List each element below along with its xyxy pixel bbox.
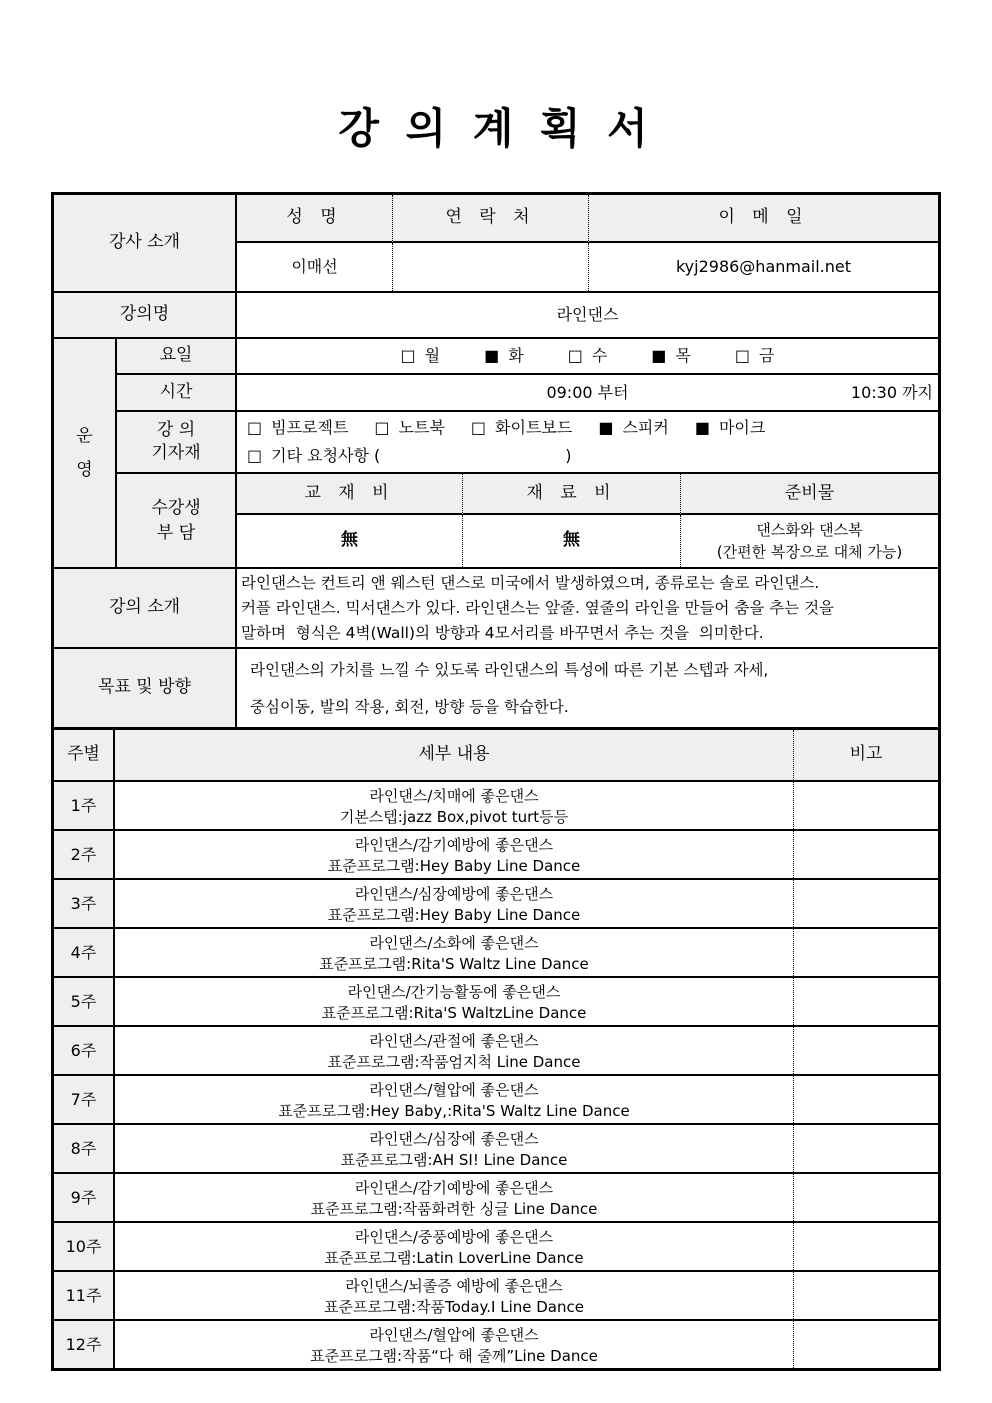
week-note xyxy=(793,1321,938,1368)
week-number: 11주 xyxy=(54,1272,115,1319)
week-row xyxy=(54,1125,938,1174)
week-number: 5주 xyxy=(54,978,115,1025)
time-label: 시간 xyxy=(117,375,237,412)
day-option: ■ 목 xyxy=(651,346,691,365)
equipment-option: ■ 스피커 xyxy=(598,418,669,437)
checkbox-unchecked-icon: □ xyxy=(734,346,751,365)
week-note xyxy=(793,1027,938,1074)
checkbox-unchecked-icon: □ xyxy=(567,346,583,365)
equipment-option: □ 빔프로젝트 xyxy=(247,418,349,437)
course-intro-text: 라인댄스는 컨트리 앤 웨스턴 댄스로 미국에서 발생하였으며, 종류로는 솔로 라인댄스. 커플 라인댄스. 믹서댄스가 있다. 라인댄스는 앞줄. 옆줄의 라인을 만들어 춤을 추는 것을 말하며 형식은 4벽(Wall)의 방향과 4모서리를 바꾸면서 추는 것을 의미한다. xyxy=(241,574,835,642)
week-number: 12주 xyxy=(54,1321,115,1368)
week-number: 10주 xyxy=(54,1223,115,1270)
week-row xyxy=(54,1223,938,1272)
week-row xyxy=(54,880,938,929)
contact-header: 연 락 처 xyxy=(392,195,588,243)
day-options xyxy=(237,339,938,375)
checkbox-unchecked-icon: □ xyxy=(247,446,263,465)
week-row xyxy=(54,1321,938,1368)
week-number: 7주 xyxy=(54,1076,115,1123)
day-option: □ 수 xyxy=(567,346,608,365)
week-number: 3주 xyxy=(54,880,115,927)
instructor-section-label: 강사 소개 xyxy=(54,195,237,291)
week-number: 6주 xyxy=(54,1027,115,1074)
week-row xyxy=(54,1076,938,1125)
checkbox-checked-icon: ■ xyxy=(694,418,710,437)
week-note xyxy=(793,929,938,976)
time-from: 09:00 부터 xyxy=(546,382,629,402)
textbook-fee-header: 교 재 비 xyxy=(237,474,462,515)
week-row xyxy=(54,1272,938,1321)
week-row xyxy=(54,978,938,1027)
operation-label: 운 영 xyxy=(54,339,117,567)
week-note xyxy=(793,1076,938,1123)
goal-text: 라인댄스의 가치를 느낄 수 있도록 라인댄스의 특성에 따른 기본 스텝과 자세, 중심이동, 발의 작용, 회전, 방향 등을 학습한다. xyxy=(250,660,769,716)
week-detail: 라인댄스/간기능활동에 좋은댄스 표준프로그램:Rita'S WaltzLine Dance xyxy=(321,983,587,1022)
week-detail: 라인댄스/치매에 좋은댄스 기본스텝:jazz Box,pivot turt등등 xyxy=(339,787,569,826)
instructor-section xyxy=(54,195,938,293)
day-option: □ 금 xyxy=(734,346,775,365)
time-to: 10:30 까지 xyxy=(850,382,933,402)
week-detail: 라인댄스/혈압에 좋은댄스 표준프로그램:작품“다 해 줄께”Line Dance xyxy=(310,1326,598,1365)
course-name-row xyxy=(54,293,938,339)
checkbox-checked-icon: ■ xyxy=(651,346,667,365)
week-number: 4주 xyxy=(54,929,115,976)
week-detail: 라인댄스/소화에 좋은댄스 표준프로그램:Rita'S Waltz Line Dance xyxy=(319,934,589,973)
equipment-option: □ 노트북 xyxy=(374,418,445,437)
week-note xyxy=(793,782,938,829)
day-option: ■ 화 xyxy=(484,346,524,365)
course-intro-label: 강의 소개 xyxy=(54,569,237,647)
week-note xyxy=(793,978,938,1025)
note-column-header: 비고 xyxy=(793,730,938,780)
goal-section xyxy=(54,649,938,729)
week-detail: 라인댄스/혈압에 좋은댄스 표준프로그램:Hey Baby,:Rita'S Waltz Line Dance xyxy=(278,1081,630,1120)
course-name-value: 라인댄스 xyxy=(556,305,619,324)
week-row xyxy=(54,782,938,831)
supplies-value: 댄스화와 댄스복 (간편한 복장으로 대체 가능) xyxy=(680,515,938,567)
material-fee-header: 재 료 비 xyxy=(462,474,680,515)
goal-label: 목표 및 방향 xyxy=(54,649,237,727)
course-name-label: 강의명 xyxy=(54,293,237,337)
week-detail: 라인댄스/감기예방에 좋은댄스 표준프로그램:Hey Baby Line Dance xyxy=(327,836,581,875)
instructor-contact-value xyxy=(392,243,588,291)
week-note xyxy=(793,1223,938,1270)
week-number: 8주 xyxy=(54,1125,115,1172)
week-row xyxy=(54,929,938,978)
equipment-option: ■ 마이크 xyxy=(694,418,766,437)
burden-label: 수강생 부 담 xyxy=(117,474,237,567)
time-row xyxy=(237,375,938,412)
name-header: 성 명 xyxy=(237,195,392,243)
checkbox-unchecked-icon: □ xyxy=(470,418,487,437)
week-note xyxy=(793,1125,938,1172)
day-label: 요일 xyxy=(117,339,237,375)
checkbox-unchecked-icon: □ xyxy=(374,418,390,437)
email-header: 이 메 일 xyxy=(588,195,938,243)
week-detail: 라인댄스/관절에 좋은댄스 표준프로그램:작품엄지척 Line Dance xyxy=(327,1032,581,1071)
week-detail: 라인댄스/뇌졸증 예방에 좋은댄스 표준프로그램:작품Today.I Line Dance xyxy=(324,1277,584,1316)
checkbox-unchecked-icon: □ xyxy=(247,418,263,437)
equipment-etc-line: □ 기타 요청사항 ( ) xyxy=(247,446,572,465)
weekly-header-row xyxy=(54,729,938,782)
lecture-plan-table xyxy=(51,192,941,1371)
week-row xyxy=(54,1174,938,1223)
instructor-email-value: kyj2986@hanmail.net xyxy=(588,243,938,291)
checkbox-unchecked-icon: □ xyxy=(400,346,416,365)
week-column-header: 주별 xyxy=(54,730,115,780)
material-fee-value: 無 xyxy=(462,515,680,567)
week-detail: 라인댄스/감기예방에 좋은댄스 표준프로그램:작품화려한 싱글 Line Dance xyxy=(310,1179,598,1218)
equipment-option: □ 화이트보드 xyxy=(470,418,573,437)
week-number: 9주 xyxy=(54,1174,115,1221)
checkbox-checked-icon: ■ xyxy=(484,346,500,365)
supplies-header: 준비물 xyxy=(680,474,938,515)
equipment-options xyxy=(237,412,938,474)
textbook-fee-value: 無 xyxy=(341,530,358,551)
week-note xyxy=(793,831,938,878)
week-row xyxy=(54,831,938,880)
week-detail: 라인댄스/심장예방에 좋은댄스 표준프로그램:Hey Baby Line Dance xyxy=(327,885,581,924)
equipment-label: 강 의 기자재 xyxy=(117,412,237,474)
week-detail: 라인댄스/중풍예방에 좋은댄스 표준프로그램:Latin LoverLine Dance xyxy=(324,1228,584,1267)
week-row xyxy=(54,1027,938,1076)
burden-grid xyxy=(237,474,938,567)
week-number: 1주 xyxy=(54,782,115,829)
detail-column-header: 세부 내용 xyxy=(115,730,793,780)
week-note xyxy=(793,1272,938,1319)
operation-section xyxy=(54,339,938,569)
week-detail: 라인댄스/심장에 좋은댄스 표준프로그램:AH SI! Line Dance xyxy=(340,1130,568,1169)
instructor-name-value: 이매선 xyxy=(291,257,338,276)
week-note xyxy=(793,1174,938,1221)
checkbox-checked-icon: ■ xyxy=(598,418,614,437)
week-number: 2주 xyxy=(54,831,115,878)
page-title: 강 의 계 획 서 xyxy=(338,104,654,153)
day-option: □ 월 xyxy=(400,346,441,365)
week-note xyxy=(793,880,938,927)
course-intro-section xyxy=(54,569,938,649)
